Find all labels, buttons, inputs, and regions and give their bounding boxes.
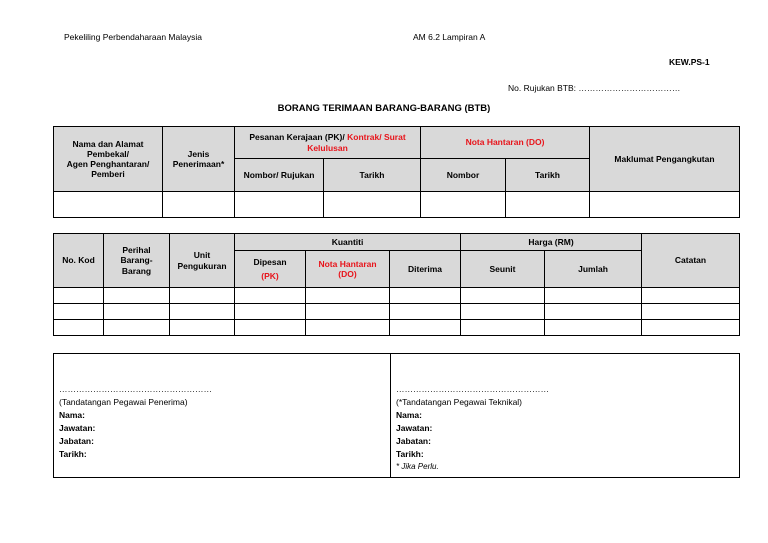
date-label: Tarikh: — [396, 449, 424, 459]
order-number-cell[interactable] — [235, 192, 324, 218]
do-quantity-header: Nota Hantaran (DO) — [306, 251, 390, 288]
order-date-header: Tarikh — [324, 159, 421, 192]
item-description-header: Perihal Barang- Barang — [104, 234, 170, 288]
signature-line[interactable]: ……………………………………………… — [396, 384, 549, 394]
position-label: Jawatan: — [396, 423, 433, 433]
receipt-type-cell[interactable] — [163, 192, 235, 218]
supplier-header: Nama dan Alamat Pembekal/ Agen Penghantaran/ Pemberi — [54, 127, 163, 192]
unit-price-header: Seunit — [461, 251, 545, 288]
name-label: Nama: — [59, 410, 85, 420]
quantity-header: Kuantiti — [235, 234, 461, 251]
order-number-header: Nombor/ Rujukan — [235, 159, 324, 192]
signature-box — [53, 353, 740, 478]
technical-officer-caption: (*Tandatangan Pegawai Teknikal) — [396, 397, 523, 407]
btb-reference: No. Rujukan BTB: ……………………………… — [508, 83, 681, 93]
government-order-header: Pesanan Kerajaan (PK)/ Kontrak/ Surat Kelulusan — [235, 127, 421, 159]
total-header: Jumlah — [545, 251, 642, 288]
table-row — [54, 320, 740, 336]
position-label: Jawatan: — [59, 423, 96, 433]
remarks-header: Catatan — [642, 234, 740, 288]
table-row — [54, 304, 740, 320]
order-date-cell[interactable] — [324, 192, 421, 218]
technical-officer-section — [390, 354, 739, 477]
unit-header: Unit Pengukuran — [170, 234, 235, 288]
table-row — [54, 288, 740, 304]
circular-title: Pekeliling Perbendaharaan Malaysia — [64, 32, 202, 42]
signature-line[interactable]: ……………………………………………… — [59, 384, 212, 394]
form-title: BORANG TERIMAAN BARANG-BARANG (BTB) — [277, 103, 491, 114]
code-header: No. Kod — [54, 234, 104, 288]
table-row — [54, 192, 740, 218]
receiving-officer-section — [54, 354, 390, 477]
reference-code: AM 6.2 Lampiran A — [413, 32, 486, 42]
department-label: Jabatan: — [59, 436, 94, 446]
do-number-header: Nombor — [421, 159, 506, 192]
receipt-type-header: Jenis Penerimaan* — [163, 127, 235, 192]
ordered-header: Dipesan (PK) — [235, 251, 306, 288]
transport-info-cell[interactable] — [590, 192, 740, 218]
do-date-header: Tarikh — [506, 159, 590, 192]
supplier-cell[interactable] — [54, 192, 163, 218]
received-header: Diterima — [390, 251, 461, 288]
do-number-cell[interactable] — [421, 192, 506, 218]
delivery-note-header: Nota Hantaran (DO) — [421, 127, 590, 159]
price-header: Harga (RM) — [461, 234, 642, 251]
receiving-officer-caption: (Tandatangan Pegawai Penerima) — [59, 397, 188, 407]
department-label: Jabatan: — [396, 436, 431, 446]
transport-info-header: Maklumat Pengangkutan — [590, 127, 740, 192]
items-table — [53, 233, 740, 336]
date-label: Tarikh: — [59, 449, 87, 459]
footnote: * Jika Perlu. — [396, 462, 439, 471]
supplier-table — [53, 126, 740, 218]
do-date-cell[interactable] — [506, 192, 590, 218]
form-code: KEW.PS-1 — [669, 57, 710, 67]
name-label: Nama: — [396, 410, 422, 420]
